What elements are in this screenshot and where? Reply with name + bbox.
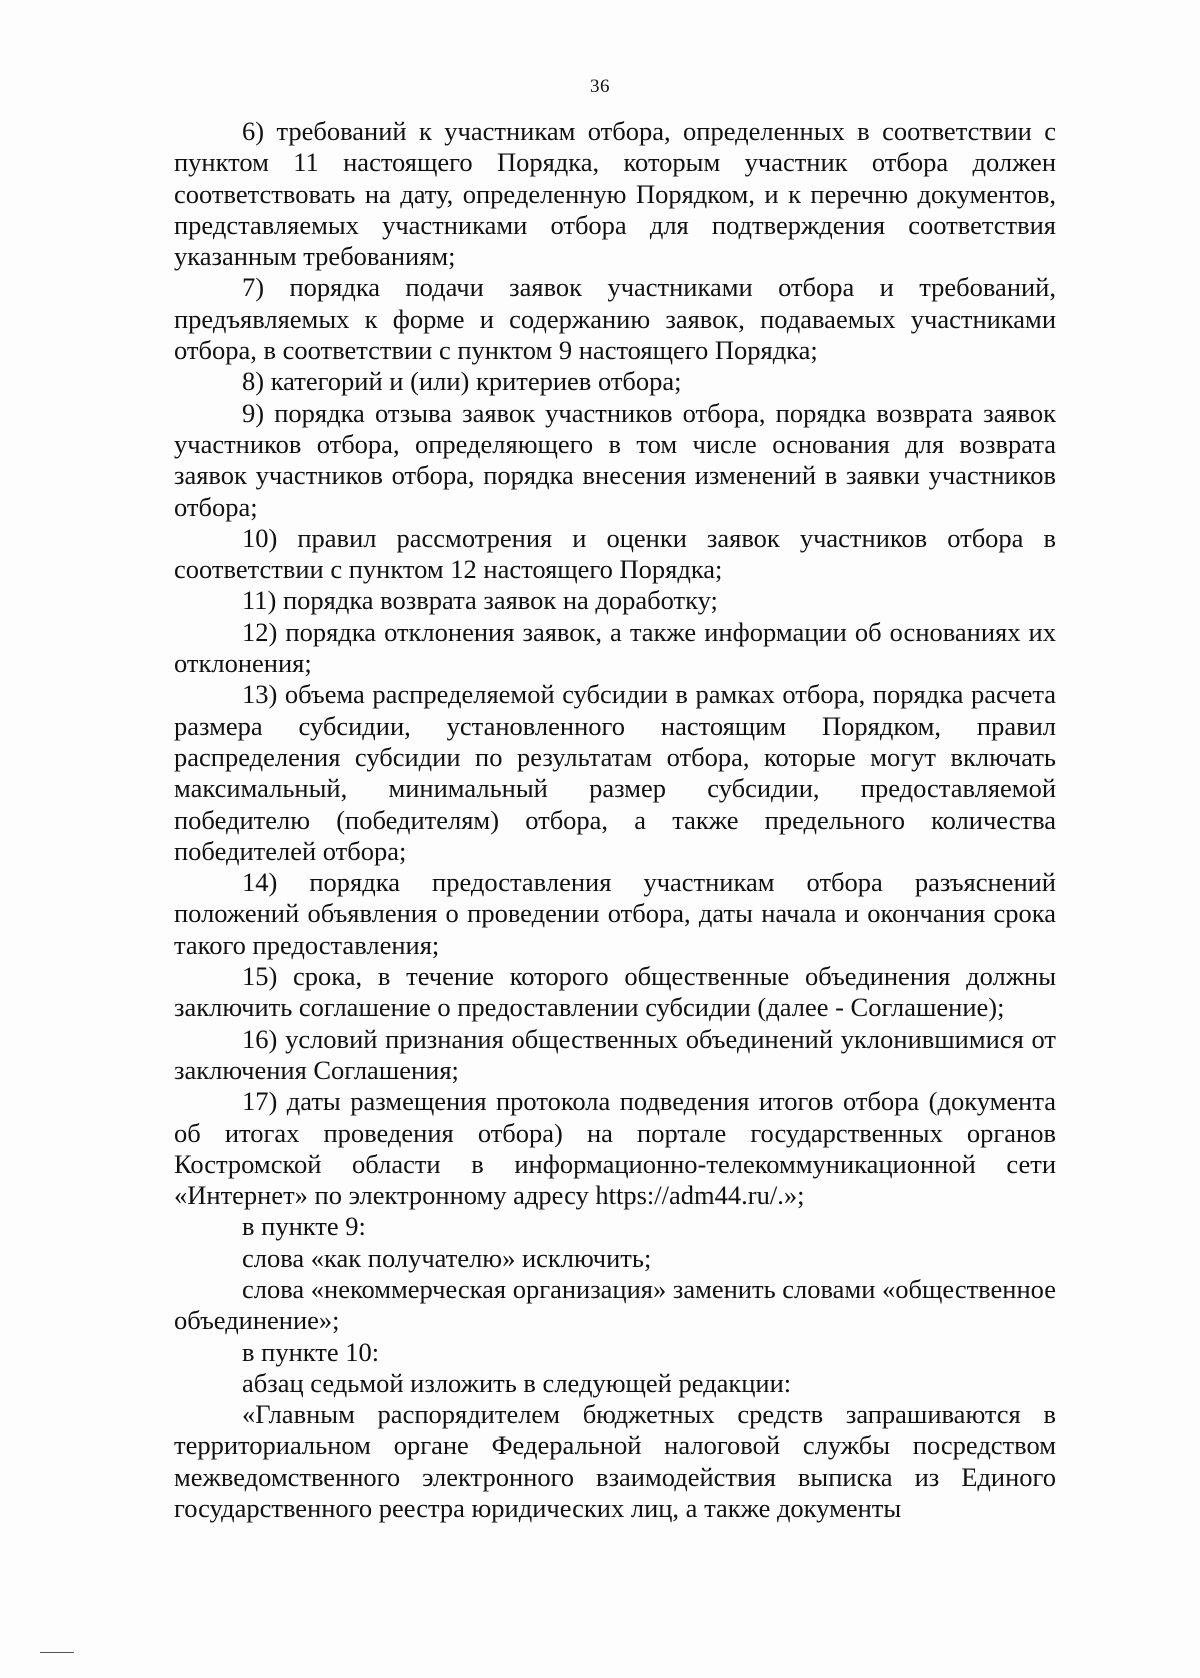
scan-mark-line: [40, 1652, 74, 1653]
paragraph-point-9-amendment-1: слова «как получателю» исключить;: [242, 1242, 652, 1273]
paragraph-item-13: 13) объема распределяемой субсидии в рамках отбора, порядка расчета размера субсидии, установленного настоящим Порядком, правил распределения субсидии по результатам отбора, которые могут включать максимальный, минимальный размер субсидии, предоставляемой победителю (победителям) отбора, а также предельного количества победителей отбора;: [174, 679, 1056, 866]
paragraph-item-6: 6) требований к участникам отбора, определенных в соответствии с пунктом 11 настоящего Порядка, которым участник отбора должен соответствовать на дату, определенную Порядком, и к перечню документов, представляемых участниками отбора для подтверждения соответствия указанным требованиям;: [174, 116, 1056, 272]
paragraph-point-10-amendment-1: абзац седьмой изложить в следующей редакции:: [242, 1367, 792, 1398]
document-body: [174, 116, 1056, 1524]
paragraph-point-9-amendment-2: слова «некоммерческая организация» заменить словами «общественное объединение»;: [174, 1273, 1056, 1336]
paragraph-point-10-heading: в пункте 10:: [242, 1336, 380, 1367]
paragraph-point-9-heading: в пункте 9:: [242, 1211, 366, 1242]
page-number: 36: [590, 76, 610, 97]
paragraph-item-9: 9) порядка отзыва заявок участников отбора, порядка возврата заявок участников отбора, определяющего в том числе основания для возврата заявок участников отбора, порядка внесения изменений в заявки участников отбора;: [174, 397, 1056, 522]
paragraph-item-8: 8) категорий и (или) критериев отбора;: [242, 366, 682, 397]
paragraph-item-11: 11) порядка возврата заявок на доработку;: [242, 585, 718, 616]
paragraph-item-7: 7) порядка подачи заявок участниками отбора и требований, предъявляемых к форме и содержанию заявок, подаваемых участниками отбора, в соответствии с пунктом 9 настоящего Порядка;: [174, 272, 1056, 366]
paragraph-new-wording: «Главным распорядителем бюджетных средств запрашиваются в территориальном органе Федеральной налоговой службы посредством межведомственного электронного взаимодействия выписка из Единого государственного реестра юридических лиц, а также документы: [174, 1399, 1056, 1524]
paragraph-item-14: 14) порядка предоставления участникам отбора разъяснений положений объявления о проведении отбора, даты начала и окончания срока такого предоставления;: [174, 867, 1056, 960]
paragraph-item-12: 12) порядка отклонения заявок, а также информации об основаниях их отклонения;: [174, 616, 1056, 679]
paragraph-item-16: 16) условий признания общественных объединений уклонившимися от заключения Соглашения;: [174, 1023, 1056, 1085]
paragraph-item-17: 17) даты размещения протокола подведения итогов отбора (документа об итогах проведения отбора) на портале государственных органов Костромской области в информационно-телекоммуникационной сети «Интернет» по электронному адресу https://adm44.ru/.»;: [174, 1086, 1056, 1211]
paragraph-item-10: 10) правил рассмотрения и оценки заявок участников отбора в соответствии с пунктом 12 настоящего Порядка;: [174, 522, 1056, 585]
paragraph-item-15: 15) срока, в течение которого общественные объединения должны заключить соглашение о предоставлении субсидии (далее - Соглашение);: [174, 961, 1056, 1023]
